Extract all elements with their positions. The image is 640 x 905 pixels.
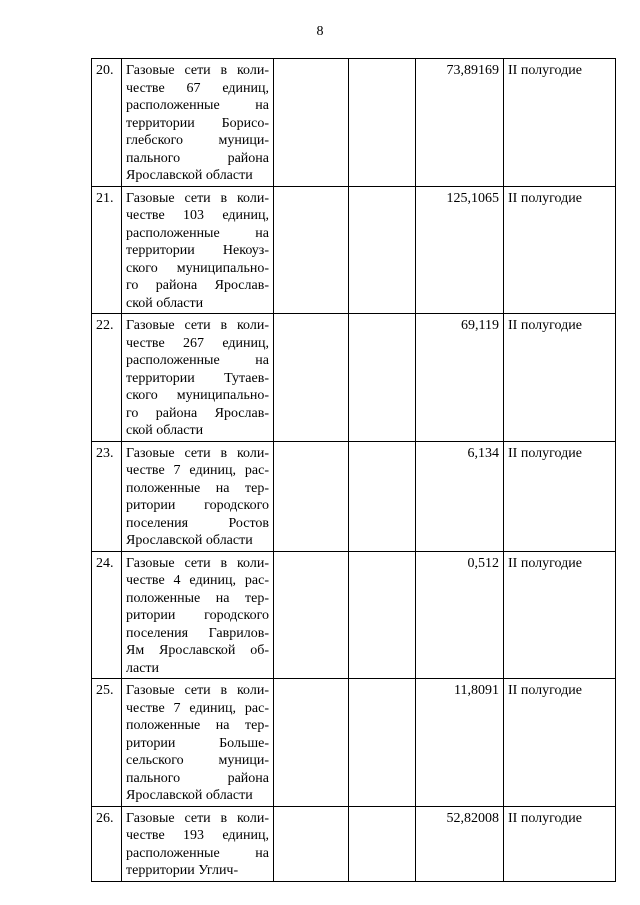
object-name-line: честве 193 единиц,	[126, 828, 269, 843]
empty-cell-b	[349, 551, 416, 679]
value-cell: 73,89169	[416, 59, 504, 187]
object-name-line: Газовые сети в коли-	[126, 683, 269, 698]
empty-cell-a	[274, 551, 349, 679]
empty-cell-b	[349, 59, 416, 187]
object-name-line: Ярославской области	[126, 788, 253, 803]
value-cell: 52,82008	[416, 806, 504, 881]
object-name-line: Газовые сети в коли-	[126, 63, 269, 78]
table-row	[92, 59, 616, 187]
row-number: 22.	[92, 314, 122, 442]
object-name-line: поселения Гаврилов-	[126, 625, 269, 641]
object-name-line: Газовые сети в коли-	[126, 810, 269, 826]
empty-cell-a	[274, 186, 349, 314]
object-name-line: ритории городского	[126, 498, 269, 513]
value-cell: 69,119	[416, 314, 504, 442]
empty-cell-a	[274, 314, 349, 442]
object-name-line: пального района	[126, 770, 269, 786]
object-name-line: расположенные на	[126, 98, 269, 113]
object-name-line: расположенные на	[126, 353, 269, 368]
value-cell: 0,512	[416, 551, 504, 679]
term-cell: II полугодие	[504, 806, 616, 881]
empty-cell-a	[274, 441, 349, 551]
object-name-line: поселения Ростов	[126, 515, 269, 531]
value-cell: 11,8091	[416, 679, 504, 807]
object-name-line: ритории городского	[126, 608, 269, 623]
object-name-line: пального района	[126, 150, 269, 166]
object-name-line: положенные на тер-	[126, 718, 269, 733]
term-cell: II полугодие	[504, 551, 616, 679]
object-name-cell	[122, 314, 274, 442]
object-name-line: Ярославской области	[126, 533, 253, 548]
object-name-line: Газовые сети в коли-	[126, 555, 269, 571]
row-number: 24.	[92, 551, 122, 679]
term-cell: II полугодие	[504, 314, 616, 442]
object-name-line: честве 4 единиц, рас-	[126, 573, 269, 588]
table-row	[92, 314, 616, 442]
page-number: 8	[316, 24, 324, 39]
row-number: 20.	[92, 59, 122, 187]
row-number: 21.	[92, 186, 122, 314]
object-name-line: честве 103 единиц,	[126, 208, 269, 223]
object-name-line: ласти	[126, 660, 160, 676]
object-name-cell	[122, 806, 274, 881]
empty-cell-b	[349, 441, 416, 551]
empty-cell-b	[349, 679, 416, 807]
object-name-line: Газовые сети в коли-	[126, 445, 269, 461]
empty-cell-b	[349, 314, 416, 442]
object-name-cell	[122, 551, 274, 679]
row-number: 26.	[92, 806, 122, 881]
term-cell: II полугодие	[504, 679, 616, 807]
empty-cell-a	[274, 806, 349, 881]
term-cell: II полугодие	[504, 441, 616, 551]
object-name-line: ритории Больше-	[126, 735, 269, 751]
object-name-line: сельского муници-	[126, 753, 269, 768]
object-name-line: честве 267 единиц,	[126, 335, 269, 351]
object-name-line: честве 67 единиц,	[126, 80, 269, 96]
object-name-line: расположенные на	[126, 225, 269, 241]
table-row	[92, 186, 616, 314]
object-name-line: территории Тутаев-	[126, 370, 269, 386]
object-name-cell	[122, 441, 274, 551]
object-name-cell	[122, 186, 274, 314]
object-name-line: территории Углич-	[126, 863, 239, 878]
object-name-line: Ярославской области	[126, 168, 253, 183]
object-name-line: расположенные на	[126, 845, 269, 861]
object-name-line: го района Ярослав-	[126, 405, 269, 421]
object-name-line: ской области	[126, 295, 204, 311]
object-name-line: Газовые сети в коли-	[126, 190, 269, 206]
object-name-line: честве 7 единиц, рас-	[126, 700, 269, 716]
object-name-line: положенные на тер-	[126, 590, 269, 606]
row-number: 23.	[92, 441, 122, 551]
object-name-line: положенные на тер-	[126, 480, 269, 496]
gas-networks-table	[91, 58, 616, 882]
object-name-line: ского муниципально-	[126, 388, 269, 403]
table-row	[92, 806, 616, 881]
empty-cell-b	[349, 806, 416, 881]
table-row	[92, 551, 616, 679]
term-cell: II полугодие	[504, 186, 616, 314]
empty-cell-a	[274, 679, 349, 807]
object-name-cell	[122, 59, 274, 187]
object-name-line: ского муниципально-	[126, 260, 269, 276]
row-number: 25.	[92, 679, 122, 807]
object-name-line: ской области	[126, 423, 204, 438]
table-row	[92, 441, 616, 551]
object-name-line: го района Ярослав-	[126, 278, 269, 293]
table-body	[92, 59, 616, 882]
object-name-line: территории Борисо-	[126, 115, 269, 131]
empty-cell-b	[349, 186, 416, 314]
object-name-line: территории Некоуз-	[126, 243, 269, 258]
object-name-line: честве 7 единиц, рас-	[126, 463, 269, 478]
object-name-line: Газовые сети в коли-	[126, 318, 269, 333]
object-name-line: глебского муници-	[126, 133, 269, 148]
table-row	[92, 679, 616, 807]
value-cell: 125,1065	[416, 186, 504, 314]
object-name-line: Ям Ярославской об-	[126, 643, 269, 658]
term-cell: II полугодие	[504, 59, 616, 187]
value-cell: 6,134	[416, 441, 504, 551]
object-name-cell	[122, 679, 274, 807]
empty-cell-a	[274, 59, 349, 187]
